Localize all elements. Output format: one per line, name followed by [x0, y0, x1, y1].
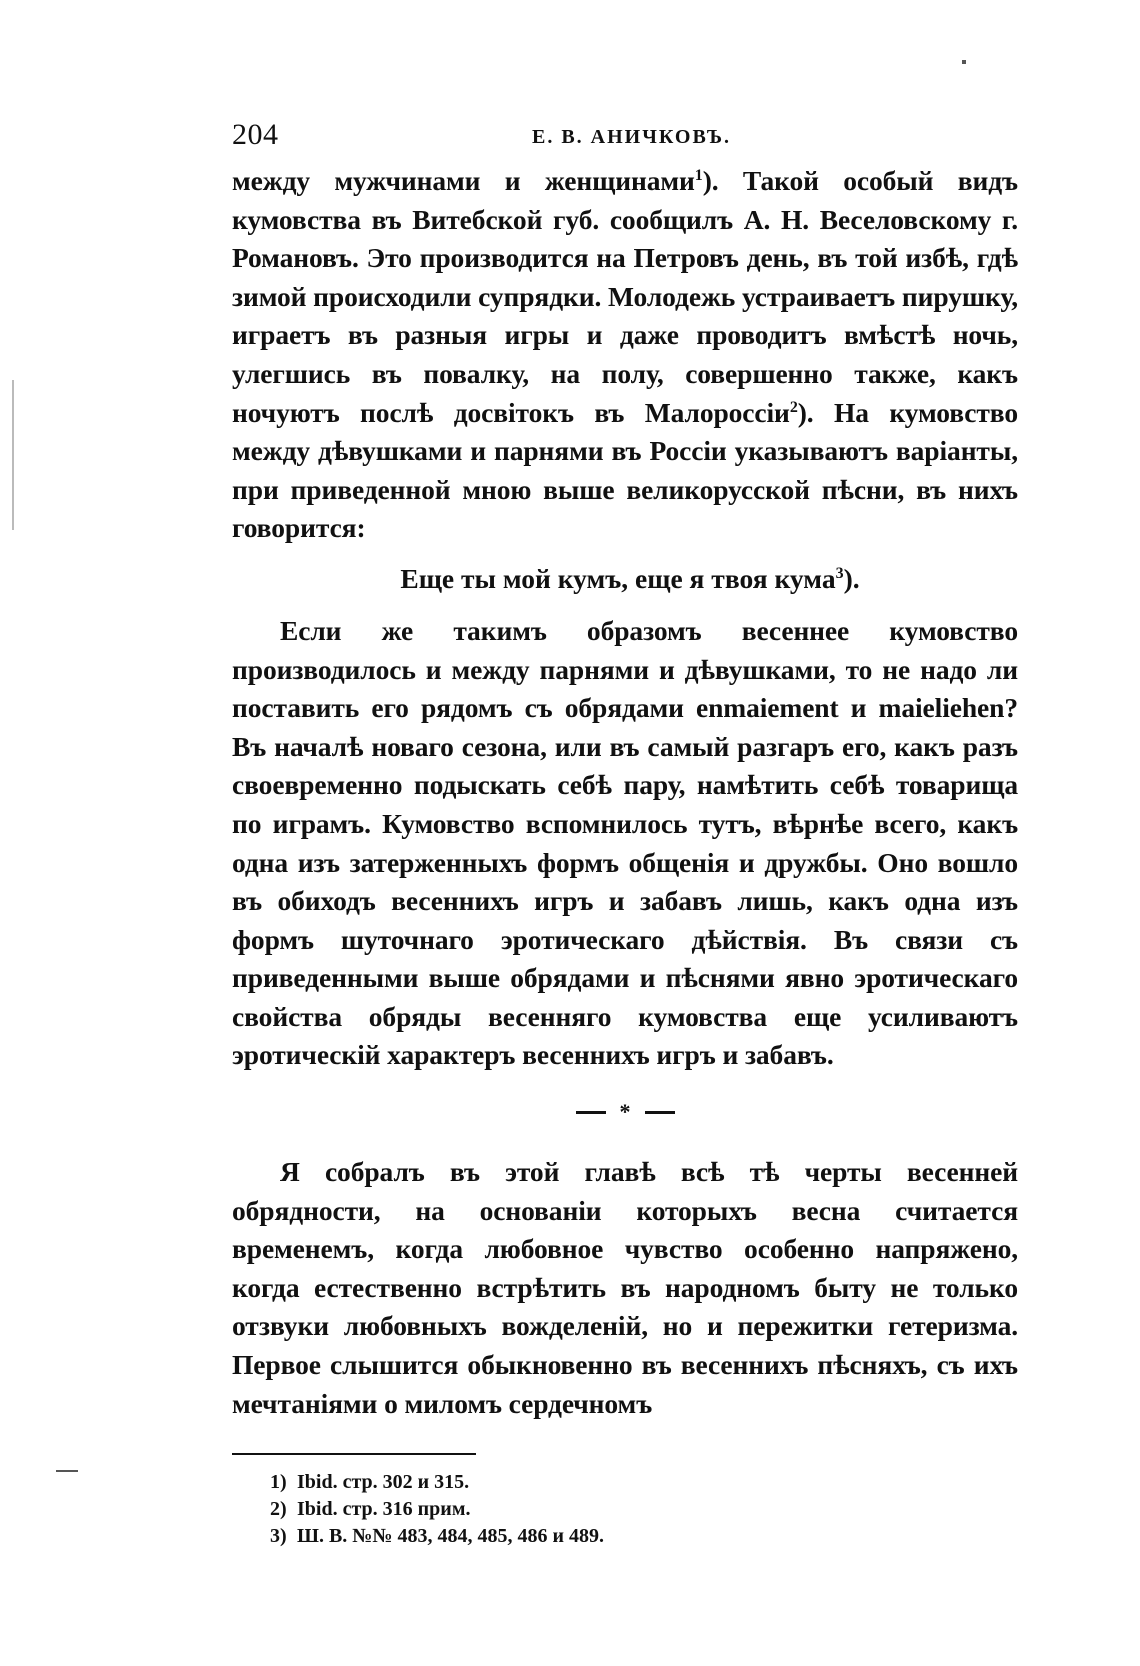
footnote-item	[232, 1496, 1018, 1523]
song-verse-quote	[232, 560, 1018, 598]
book-page	[232, 118, 1018, 1550]
scan-speck-bottom-left	[56, 1470, 78, 1472]
page-number: 204	[232, 118, 279, 151]
footnote-item	[232, 1523, 1018, 1550]
footnote-item	[232, 1469, 1018, 1496]
p1-text-c: ). На кумовство между дѣвушками и парнями въ Россіи указываютъ варіанты, при приведенной мною выше великорусской пѣсни, въ нихъ говорится:	[232, 396, 1019, 544]
footnote-number: 3)	[270, 1525, 287, 1548]
footnotes	[232, 1469, 1018, 1550]
scan-speck-top-right	[962, 60, 966, 64]
footnote-ref-2: 2	[789, 398, 798, 416]
scan-margin-mark-left	[12, 380, 14, 530]
paragraph-enmaiement: Если же такимъ образомъ весеннее кумовство производилось и между парнями и дѣвушками, то не надо ли поставить его рядомъ съ обрядами enmaiement и maieliehen? Въ началѣ новаго сезона, или въ самый разгаръ его, какъ разъ своевременно подыскать себѣ пару, намѣтить себѣ товарища по играмъ. Кумовство вспомнилось тутъ, вѣрнѣе всего, какъ одна изъ затерженныхъ формъ общенія и дружбы. Оно вошло въ обиходъ весеннихъ игръ и забавъ лишь, какъ одна изъ формъ шуточнаго эротическаго дѣйствія. Въ связи съ приведенными выше обрядами и пѣснями явно эротическаго свойства обряды весенняго кумовства еще усиливаютъ эротическій характеръ весеннихъ игръ и забавъ.	[232, 614, 1018, 1071]
footnote-ref-3: 3	[835, 564, 844, 582]
separator-dash-left	[576, 1111, 606, 1114]
section-separator	[232, 1097, 1018, 1127]
paragraph-kumovstvo-vitebsk	[232, 162, 1018, 548]
p1-text-b: ). Такой особый видъ кумовства въ Витебской губ. сообщилъ А. Н. Веселовскому г. Романовъ. Это производится на Петровъ день, въ той избѣ, гдѣ зимой происходили супрядки. Молодежь устраиваетъ пирушку, играетъ въ разныя игры и даже проводитъ вмѣстѣ ночь, улегшись въ повалку, на полу, совершенно также, какъ ночуютъ послѣ досвітокъ въ Малороссіи	[232, 165, 1018, 428]
footnote-number: 1)	[270, 1471, 287, 1494]
footnote-text: Ibid. стр. 316 прим.	[297, 1498, 471, 1521]
footnote-text: Ш. В. №№ 483, 484, 485, 486 и 489.	[297, 1525, 605, 1548]
footnote-rule	[232, 1453, 476, 1455]
paragraph-chapter-summary: Я собралъ въ этой главѣ всѣ тѣ черты весенней обрядности, на основаніи которыхъ весна считается временемъ, когда любовное чувство особенно напряжено, когда естественно встрѣтить въ народномъ быту не только отзвуки любовныхъ вожделеній, но и пережитки гетеризма. Первое слышится обыкновенно въ весеннихъ пѣсняхъ, съ ихъ мечтаніями о миломъ сердечномъ	[232, 1156, 1018, 1419]
running-head	[232, 118, 1018, 162]
separator-star: *	[619, 1099, 631, 1125]
p1-text-a: между мужчинами и женщинами	[232, 165, 695, 196]
running-head-author: Е. В. АНИЧКОВЪ.	[532, 126, 732, 148]
footnote-text: Ibid. стр. 302 и 315.	[297, 1471, 470, 1494]
verse-text: Еще ты мой кумъ, еще я твоя кума	[400, 562, 836, 594]
footnote-number: 2)	[270, 1498, 287, 1521]
verse-close: ).	[843, 562, 860, 594]
footnote-ref-1: 1	[694, 166, 703, 184]
separator-dash-right	[645, 1111, 675, 1114]
